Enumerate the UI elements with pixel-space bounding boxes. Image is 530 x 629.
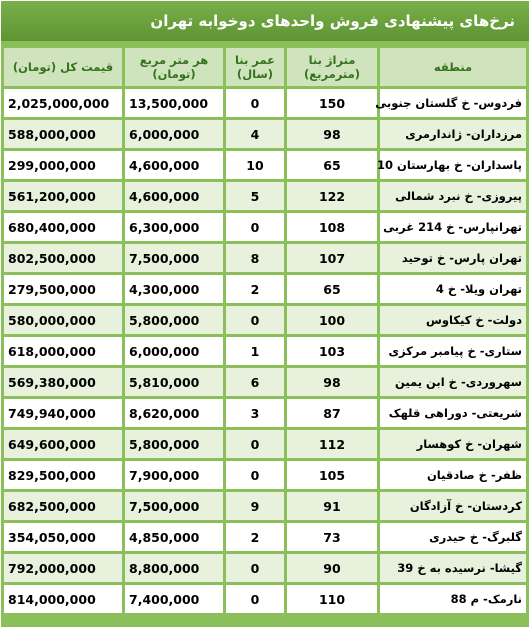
cell-price-per-meter: 5,810,000 — [125, 368, 223, 396]
table-row — [4, 306, 526, 334]
cell-building-age: 8 — [226, 244, 284, 272]
header-row — [4, 48, 526, 86]
cell-building-age: 0 — [226, 585, 284, 613]
cell-area: 107 — [287, 244, 377, 272]
cell-building-age: 3 — [226, 399, 284, 427]
cell-building-age: 0 — [226, 461, 284, 489]
cell-region: پاسداران- خ بهارستان 10 — [380, 151, 526, 179]
cell-price-per-meter: 8,620,000 — [125, 399, 223, 427]
cell-total-price: 580,000,000 — [4, 306, 122, 334]
cell-price-per-meter: 6,300,000 — [125, 213, 223, 241]
cell-building-age: 0 — [226, 430, 284, 458]
cell-price-per-meter: 6,000,000 — [125, 337, 223, 365]
table-row — [4, 399, 526, 427]
cell-total-price: 354,050,000 — [4, 523, 122, 551]
cell-building-age: 0 — [226, 213, 284, 241]
cell-building-age: 4 — [226, 120, 284, 148]
cell-total-price: 618,000,000 — [4, 337, 122, 365]
cell-region: فردوس- خ گلستان جنوبی — [380, 89, 526, 117]
header-building-age: عمر بنا (سال) — [226, 48, 284, 86]
table-row — [4, 244, 526, 272]
cell-building-age: 9 — [226, 492, 284, 520]
cell-area: 65 — [287, 275, 377, 303]
cell-price-per-meter: 8,800,000 — [125, 554, 223, 582]
cell-area: 122 — [287, 182, 377, 210]
cell-area: 150 — [287, 89, 377, 117]
cell-region: سهروردی- خ ابن یمین — [380, 368, 526, 396]
cell-area: 73 — [287, 523, 377, 551]
table-row — [4, 523, 526, 551]
cell-total-price: 802,500,000 — [4, 244, 122, 272]
cell-total-price: 749,940,000 — [4, 399, 122, 427]
cell-building-age: 2 — [226, 275, 284, 303]
cell-region: ظفر- خ صادقیان — [380, 461, 526, 489]
cell-area: 90 — [287, 554, 377, 582]
cell-region: شریعتی- دوراهی قلهک — [380, 399, 526, 427]
cell-building-age: 1 — [226, 337, 284, 365]
cell-region: گیشا- نرسیده به خ 39 — [380, 554, 526, 582]
table-row — [4, 275, 526, 303]
cell-total-price: 299,000,000 — [4, 151, 122, 179]
cell-building-age: 6 — [226, 368, 284, 396]
cell-area: 105 — [287, 461, 377, 489]
cell-area: 98 — [287, 120, 377, 148]
cell-price-per-meter: 7,500,000 — [125, 244, 223, 272]
cell-building-age: 10 — [226, 151, 284, 179]
cell-region: شهران- خ کوهسار — [380, 430, 526, 458]
cell-total-price: 682,500,000 — [4, 492, 122, 520]
cell-price-per-meter: 4,600,000 — [125, 182, 223, 210]
cell-total-price: 680,400,000 — [4, 213, 122, 241]
cell-area: 112 — [287, 430, 377, 458]
table-row — [4, 151, 526, 179]
cell-region: دولت- خ کیکاوس — [380, 306, 526, 334]
cell-region: کردستان- خ آزادگان — [380, 492, 526, 520]
cell-building-age: 0 — [226, 306, 284, 334]
table-row — [4, 492, 526, 520]
header-region: منطقه — [380, 48, 526, 86]
table-row — [4, 430, 526, 458]
price-table-panel — [1, 1, 529, 627]
cell-total-price: 279,500,000 — [4, 275, 122, 303]
cell-building-age: 0 — [226, 89, 284, 117]
table-row — [4, 368, 526, 396]
table-row — [4, 213, 526, 241]
cell-total-price: 649,600,000 — [4, 430, 122, 458]
cell-total-price: 829,500,000 — [4, 461, 122, 489]
table-row — [4, 585, 526, 613]
cell-area: 108 — [287, 213, 377, 241]
header-area: متراژ بنا (مترمربع) — [287, 48, 377, 86]
cell-area: 100 — [287, 306, 377, 334]
table-row — [4, 120, 526, 148]
table-row — [4, 337, 526, 365]
cell-area: 65 — [287, 151, 377, 179]
cell-price-per-meter: 6,000,000 — [125, 120, 223, 148]
cell-area: 110 — [287, 585, 377, 613]
cell-region: مرزداران- ژاندارمری — [380, 120, 526, 148]
cell-region: گلبرگ- خ حیدری — [380, 523, 526, 551]
header-total-price: قیمت کل (تومان) — [4, 48, 122, 86]
cell-area: 98 — [287, 368, 377, 396]
cell-region: پیروزی- خ نبرد شمالی — [380, 182, 526, 210]
table-title: نرخ‌های پیشنهادی فروش واحدهای دوخوابه تهران — [1, 1, 529, 41]
cell-price-per-meter: 7,400,000 — [125, 585, 223, 613]
cell-price-per-meter: 5,800,000 — [125, 430, 223, 458]
cell-region: تهران پارس- خ توحید — [380, 244, 526, 272]
cell-price-per-meter: 7,900,000 — [125, 461, 223, 489]
cell-total-price: 792,000,000 — [4, 554, 122, 582]
cell-area: 103 — [287, 337, 377, 365]
cell-total-price: 2,025,000,000 — [4, 89, 122, 117]
prices-table — [1, 45, 529, 616]
cell-total-price: 588,000,000 — [4, 120, 122, 148]
cell-total-price: 814,000,000 — [4, 585, 122, 613]
cell-area: 91 — [287, 492, 377, 520]
cell-building-age: 2 — [226, 523, 284, 551]
cell-price-per-meter: 4,300,000 — [125, 275, 223, 303]
table-row — [4, 461, 526, 489]
cell-price-per-meter: 5,800,000 — [125, 306, 223, 334]
cell-total-price: 569,380,000 — [4, 368, 122, 396]
cell-region: نارمک- م 88 — [380, 585, 526, 613]
cell-building-age: 5 — [226, 182, 284, 210]
cell-region: تهرانپارس- خ 214 غربی — [380, 213, 526, 241]
cell-price-per-meter: 7,500,000 — [125, 492, 223, 520]
cell-price-per-meter: 4,600,000 — [125, 151, 223, 179]
cell-total-price: 561,200,000 — [4, 182, 122, 210]
cell-building-age: 0 — [226, 554, 284, 582]
cell-area: 87 — [287, 399, 377, 427]
header-price-per-meter: هر متر مربع (تومان) — [125, 48, 223, 86]
cell-region: تهران ویلا- خ 4 — [380, 275, 526, 303]
table-row — [4, 554, 526, 582]
table-row — [4, 89, 526, 117]
table-row — [4, 182, 526, 210]
cell-price-per-meter: 4,850,000 — [125, 523, 223, 551]
cell-price-per-meter: 13,500,000 — [125, 89, 223, 117]
cell-region: ستاری- خ پیامبر مرکزی — [380, 337, 526, 365]
